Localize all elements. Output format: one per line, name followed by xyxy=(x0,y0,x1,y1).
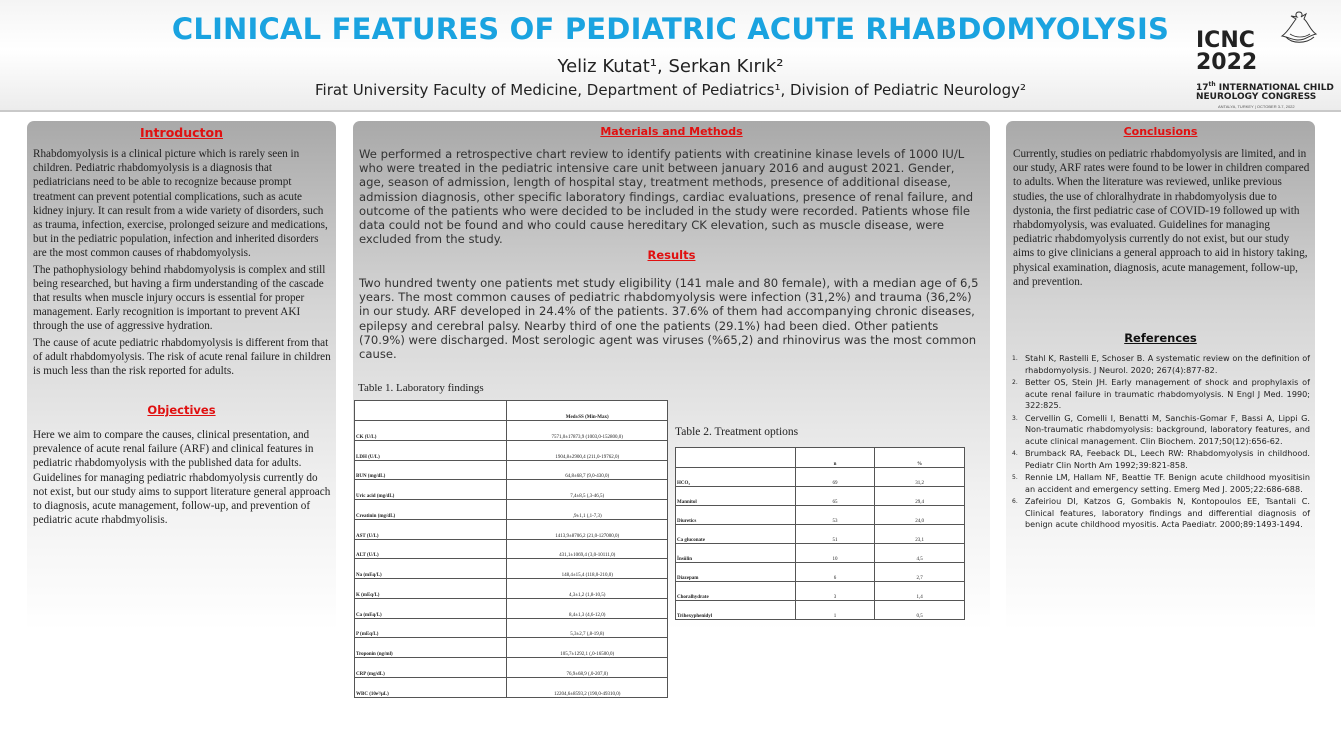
table1-row xyxy=(355,677,668,697)
table1-row xyxy=(355,480,668,500)
table1-row xyxy=(355,658,668,678)
table1-parameter-cell: WBC (10e³/μL) xyxy=(355,677,507,697)
table2-percent-cell: 4,5 xyxy=(875,544,965,563)
table2-count-cell: 1 xyxy=(795,601,875,620)
reference-item xyxy=(1012,448,1310,471)
table2-percent-cell: 31,2 xyxy=(875,468,965,487)
objectives-text: Here we aim to compare the causes, clinical presentation, and prevalence of acute renal failure (ARF) and clinical features in pediatric rhabdomyolysis with the published data for adults. Guidelines for managing pediatric rhabdomyolysis currently do not exist, but our study aims to support literature general approach to diagnosis, acute management, follow-up, and prevention of pediatric acute rhabdmyolisis. xyxy=(33,429,331,527)
conclusions-text: Currently, studies on pediatric rhabdomyolysis are limited, and in our study, ARF rates were found to be lower in children compared to adults. When the literature was reviewed, unlike previous studies, the use of chloralhydrate in rhabdomyolysis due to dystonia, the first pediatric case of COVID-19 followed up with rhabdomyolysis, was evaluated. Guidelines for managing pediatric rhabdomyolysis currently do not exist, but our study aims to give clinicians a general approach to aid in history taking, physical examination, diagnosis, acute management, follow-up, and prevention. xyxy=(1013,148,1310,288)
table1-row xyxy=(355,638,668,658)
table1-value-cell: 64,8±68,7 (9,0-430,0) xyxy=(507,460,668,480)
table1-parameter-cell: Uric acid (mg/dL) xyxy=(355,480,507,500)
table2-percent-cell: 24,0 xyxy=(875,506,965,525)
logo-location-date: ANTALYA, TURKEY | OCTOBER 3-7, 2022 xyxy=(1218,104,1295,109)
table2-percent-cell: 1,4 xyxy=(875,582,965,601)
table1-value-cell: 4,3±1,2 (1,8-10,5) xyxy=(507,579,668,599)
table1-value-cell: 148,4±15,4 (118,0-210,0) xyxy=(507,559,668,579)
table2-row xyxy=(676,582,965,601)
whirling-dervish-icon xyxy=(1278,10,1320,48)
table1-row xyxy=(355,559,668,579)
poster-authors: Yeliz Kutat¹, Serkan Kırık² xyxy=(557,56,784,77)
table2-row xyxy=(676,468,965,487)
table1-row xyxy=(355,519,668,539)
reference-text: Better OS, Stein JH. Early management of shock and prophylaxis of acute renal failure in traumatic rhabdomyolysis. N Engl J Med. 1990; 322:825. xyxy=(1025,377,1310,410)
table2-percent-cell: 23,1 xyxy=(875,525,965,544)
table2-count-cell: 53 xyxy=(795,506,875,525)
table1-row xyxy=(355,421,668,441)
table2-count-cell: 3 xyxy=(795,582,875,601)
laboratory-findings-table xyxy=(354,400,668,698)
table2-count-cell: 6 xyxy=(795,563,875,582)
table2-treatment-cell: Diazepam xyxy=(676,563,796,582)
table1-value-cell: 1904,8±2900,4 (211,0-19762,0) xyxy=(507,440,668,460)
table2-count-cell: 51 xyxy=(795,525,875,544)
table1-parameter-cell: CRP (mg/dL) xyxy=(355,658,507,678)
table2-percent-cell: 0,5 xyxy=(875,601,965,620)
poster-title: CLINICAL FEATURES OF PEDIATRIC ACUTE RHABDOMYOLYSIS xyxy=(171,12,1170,46)
table2-header-cell: % xyxy=(875,448,965,468)
table1-parameter-cell: P (mEq/L) xyxy=(355,618,507,638)
treatment-options-table xyxy=(675,447,965,620)
introduction-text xyxy=(33,147,331,378)
table1-value-cell: 105,7±1292,1 (,0-16500,0) xyxy=(507,638,668,658)
table1-row xyxy=(355,500,668,520)
reference-item xyxy=(1012,353,1310,376)
table1-row xyxy=(355,598,668,618)
reference-number: 2. xyxy=(1012,379,1018,386)
reference-number: 5. xyxy=(1012,474,1018,481)
table1-value-cell: 7571,0±17873,9 (1003,0-152800,0) xyxy=(507,421,668,441)
table1-value-cell: 431,1±1069,4 (3,0-10111,0) xyxy=(507,539,668,559)
table2-row xyxy=(676,601,965,620)
table1-value-cell: 7,4±8,5 (,3-46,5) xyxy=(507,480,668,500)
table2-treatment-cell: Mannitol xyxy=(676,487,796,506)
reference-text: Stahl K, Rastelli E, Schoser B. A systematic review on the definition of rhabdomyolysis. J Neurol. 2020; 267(4):877-82. xyxy=(1025,353,1310,375)
references-heading: References xyxy=(1124,331,1197,345)
table2-row xyxy=(676,525,965,544)
reference-text: Brumback RA, Feeback DL, Leech RW: Rhabdomyolysis in childhood. Pediatr Clin North Am 1992;39:821-858. xyxy=(1025,448,1310,470)
reference-number: 1. xyxy=(1012,355,1018,362)
table1-row xyxy=(355,579,668,599)
objectives-heading: Objectives xyxy=(147,403,216,417)
reference-number: 4. xyxy=(1012,450,1018,457)
results-heading: Results xyxy=(647,248,696,262)
table1-parameter-cell: Na (mEq/L) xyxy=(355,559,507,579)
references-list xyxy=(1012,353,1310,532)
table1-value-cell: 5,3±2,7 (,8-19,8) xyxy=(507,618,668,638)
conclusions-heading: Conclusions xyxy=(1123,125,1198,138)
table1-parameter-cell: Creatinin (mg/dL) xyxy=(355,500,507,520)
reference-item xyxy=(1012,496,1310,531)
logo-subtitle-1: 17th INTERNATIONAL CHILD xyxy=(1196,81,1334,93)
table1-row xyxy=(355,460,668,480)
introduction-paragraph: Rhabdomyolysis is a clinical picture which is rarely seen in children. Pediatric rhabdomyolysis is a diagnosis that pediatricians need to be able to recognize because prompt treatment can prevent potential complications, such as acute kidney injury. It can result from a wide variety of disorders, such as trauma, infection, exercise, prolonged seizure and medications, but in the pediatric population, infection and inherited disorders are the most common causes of rhabdomyolysis. xyxy=(33,148,328,260)
table1-header-cell: Med±SS (Min-Max) xyxy=(507,401,668,421)
methods-text: We performed a retrospective chart review to identify patients with creatinine kinase levels of 1000 IU/L who were treated in the pediatric intensive care unit between january 2016 and august 2021. Gender, age, season of admission, length of hospital stay, treatment methods, presence of additional disease, admission diagnosis, other specific laboratory findings, cardiac evaluations, presence of renal failure, and outcome of the patients who were decided to be included in the study were recorded. Patients whose file data could not be found and who could cause hereditary CK elevation, such as muscle disease, were excluded from the study. xyxy=(359,147,974,247)
table2-count-cell: 10 xyxy=(795,544,875,563)
table1-value-cell: 12204,6±8593,2 (190,0-49310,0) xyxy=(507,677,668,697)
reference-item xyxy=(1012,377,1310,412)
introduction-heading: Introducton xyxy=(140,125,223,140)
table1-parameter-cell: Troponin (ng/ml) xyxy=(355,638,507,658)
table1-parameter-cell: AST (U/L) xyxy=(355,519,507,539)
table1-value-cell: ,9±1,1 (,1-7,3) xyxy=(507,500,668,520)
table2-count-cell: 69 xyxy=(795,468,875,487)
table2-treatment-cell: Choralhydrate xyxy=(676,582,796,601)
table2-row xyxy=(676,506,965,525)
table1-row xyxy=(355,539,668,559)
reference-text: Zafeiriou DI, Katzos G, Gombakis N, Kontopoulos EE, Tsantali C. Clinical features, laboratory findings and differential diagnosis of benign acute childhood myositis. Acta Paediatr. 2000;89:1493-1494. xyxy=(1025,496,1310,529)
reference-text: Rennie LM, Hallam NF, Beattie TF. Benign acute childhood myositisin an accident and emergency setting. Emerg Med J. 2005;22:686-688. xyxy=(1025,472,1310,494)
table2-treatment-cell: HCO₃ xyxy=(676,468,796,487)
table2-percent-cell: 29,4 xyxy=(875,487,965,506)
reference-item xyxy=(1012,413,1310,448)
table2-percent-cell: 2,7 xyxy=(875,563,965,582)
table2-treatment-cell: Diuretics xyxy=(676,506,796,525)
introduction-paragraph: The pathophysiology behind rhabdomyolysis is complex and still being researched, but having a firm understanding of the cascade that results when muscle injury occurs is essential for proper management. Early recognition is important to prevent AKI through the use of aggressive hydration. xyxy=(33,263,326,333)
table2-header-cell xyxy=(676,448,796,468)
poster-header xyxy=(0,0,1341,112)
reference-number: 3. xyxy=(1012,414,1018,422)
table1-parameter-cell: ALT (U/L) xyxy=(355,539,507,559)
table1-value-cell: 1413,9±8706,2 (21,0-127000,0) xyxy=(507,519,668,539)
table1-row xyxy=(355,618,668,638)
table1-value-cell: 8,4±1,3 (4,6-12,0) xyxy=(507,598,668,618)
reference-text: Cervellin G, Comelli I, Benatti M, Sanchis-Gomar F, Bassi A, Lippi G. Non-traumatic rhabdomyolysis: background, laboratory features, and acute clinical management. Clin Biochem. 2017;50(12):656-62. xyxy=(1025,412,1310,446)
table1-parameter-cell: BUN (mg/dL) xyxy=(355,460,507,480)
reference-number: 6. xyxy=(1012,498,1018,505)
table2-header-cell: n xyxy=(795,448,875,468)
results-text: Two hundred twenty one patients met study eligibility (141 male and 80 female), with a median age of 6,5 years. The most common causes of pediatric rhabdomyolysis were infection (31,2%) and trauma (36,2%) in our study. ARF developed in 24.4% of the patients. 37.6% of them had accompanying chronic diseases, epilepsy and cerebral palsy. Nearby third of one the patients (29.1%) had been died. Other patients (70.9%) were discharged. Most serologic agent was viruses (%65,2) and rhinovirus was the most common cause. xyxy=(359,276,979,362)
table1-caption: Table 1. Laboratory findings xyxy=(358,382,484,394)
table2-treatment-cell: Ca gluconate xyxy=(676,525,796,544)
table2-caption: Table 2. Treatment options xyxy=(675,426,799,438)
table1-row xyxy=(355,440,668,460)
table2-row xyxy=(676,487,965,506)
table1-parameter-cell: Ca (mEq/L) xyxy=(355,598,507,618)
table2-count-cell: 65 xyxy=(795,487,875,506)
table2-treatment-cell: Trihexyphenidyl xyxy=(676,601,796,620)
table1-value-cell: 76,9±68,9 (,0-207,0) xyxy=(507,658,668,678)
logo-icnc: ICNC xyxy=(1196,28,1255,53)
table1-parameter-cell: K (mEq/L) xyxy=(355,579,507,599)
table1-parameter-cell: LDH (U/L) xyxy=(355,440,507,460)
methods-heading: Materials and Methods xyxy=(600,125,743,138)
reference-item xyxy=(1012,472,1310,495)
logo-year: 2022 xyxy=(1196,50,1258,75)
table1-parameter-cell: CK (U/L) xyxy=(355,421,507,441)
table2-row xyxy=(676,563,965,582)
table1-header-cell xyxy=(355,401,507,421)
introduction-paragraph: The cause of acute pediatric rhabdomyolysis is different from that of adult rhabdomyolysis. The risk of acute renal failure in children is much less than the risk reported for adults. xyxy=(33,336,331,378)
poster-affiliation: Firat University Faculty of Medicine, Department of Pediatrics¹, Division of Pediatric Neurology² xyxy=(314,81,1027,99)
table2-treatment-cell: İnsülin xyxy=(676,544,796,563)
congress-logo xyxy=(1196,10,1334,110)
logo-subtitle-2: NEUROLOGY CONGRESS xyxy=(1196,92,1317,102)
table2-row xyxy=(676,544,965,563)
